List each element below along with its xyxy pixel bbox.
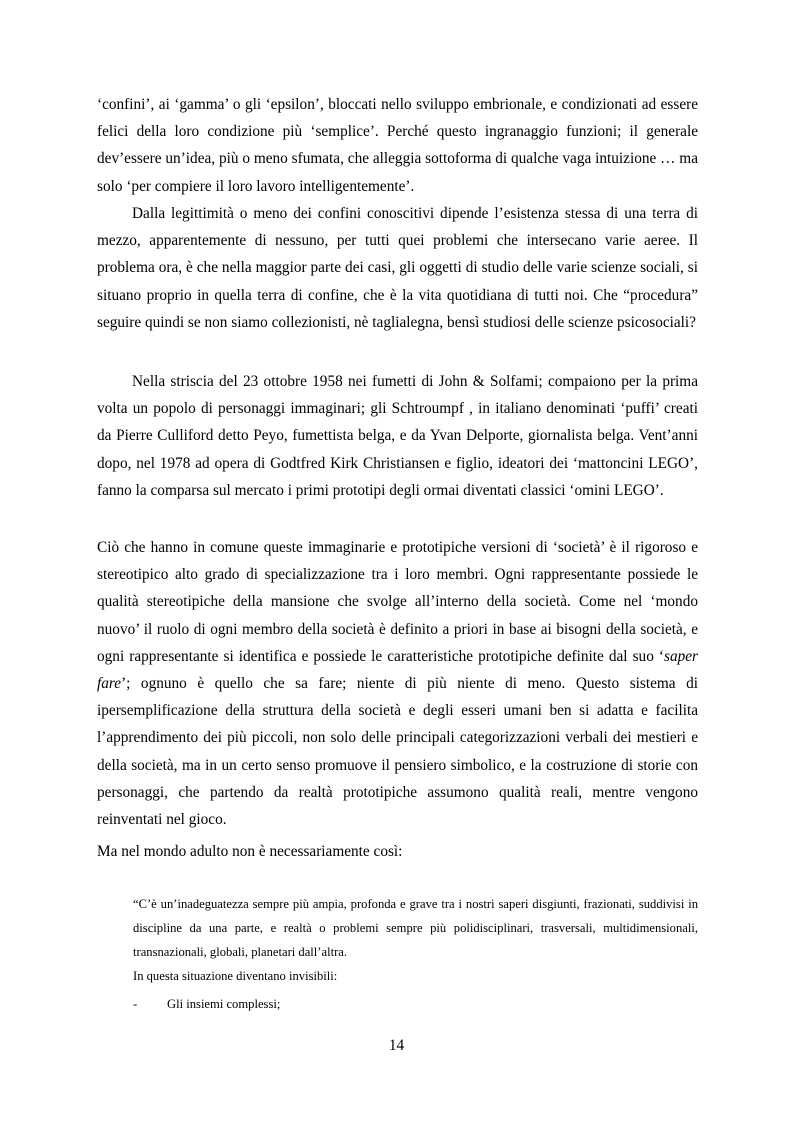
paragraph-4 — [97, 534, 698, 833]
list-item — [133, 992, 280, 1016]
block-quote-line: In questa situazione diventano invisibili: — [133, 969, 338, 983]
paragraph-4-text-b: ’; ognuno è quello che sa fare; niente di più niente di meno. Questo sistema di ipersemplificazione della struttura della società e degli esseri umani ben si adatta e facilita l’apprendimento dei più piccoli, non solo delle principali categorizzazioni verbali dei mestieri e della società, ma in un certo senso promuove il pensiero simbolico, e la costruzione di storie con personaggi, che partendo da realtà prototipiche assumono qualità reali, mentre vengono reinventati nel gioco. — [97, 675, 698, 829]
list-item-text: Gli insiemi complessi; — [167, 997, 281, 1011]
block-quote: “C’è un’inadeguatezza sempre più ampia, profonda e grave tra i nostri saperi disgiunti, frazionati, suddivisi in discipline da una parte, e realtà o problemi sempre più polidisciplinari, trasversali, multidimensionali, transnazionali, globali, planetari dall’altra. — [133, 897, 698, 959]
paragraph-1: ‘confini’, ai ‘gamma’ o gli ‘epsilon’, bloccati nello sviluppo embrionale, e condizionati ad essere felici della loro condizione più ‘semplice’. Perché questo ingranaggio funzioni; il generale dev’essere un’idea, più o meno sfumata, che alleggia sottoforma di qualche vaga intuizione … ma solo ‘per compiere il loro lavoro intelligentemente’. — [97, 96, 698, 195]
paragraph-3: Nella striscia del 23 ottobre 1958 nei fumetti di John & Solfami; compaiono per la prima volta un popolo di personaggi immaginari; gli Schtroumpf , in italiano denominati ‘puffi’ creati da Pierre Culliford detto Peyo, fumettista belga, e da Yvan Delporte, giornalista belga. Vent’anni dopo, nel 1978 ad opera di Godtfred Kirk Christiansen e figlio, ideatori dei ‘mattoncini LEGO’, fanno la comparsa sul mercato i primi prototipi degli ormai diventati classici ‘omini LEGO’. — [97, 373, 698, 499]
list-marker: - — [133, 997, 138, 1011]
paragraph-5: Ma nel mondo adulto non è necessariamente così: — [97, 843, 403, 860]
page-number: 14 — [388, 1037, 405, 1054]
paragraph-4-text-a: Ciò che hanno in comune queste immaginarie e prototipiche versioni di ‘società’ è il rigoroso e stereotipico alto grado di specializzazione tra i loro membri. Ogni rappresentante possiede le qualità stereotipiche della mansione che svolge all’interno della società. Come nel ‘mondo nuovo’ il ruolo di ogni membro della società è definito a priori in base ai bisogni della società, e ogni rappresentante si identifica e possiede le caratteristiche prototipiche definite dal suo ‘ — [97, 539, 698, 665]
paragraph-4-italic: saper fare — [97, 647, 698, 693]
paragraph-2: Dalla legittimità o meno dei confini conoscitivi dipende l’esistenza stessa di una terra di mezzo, apparentemente di nessuno, per tutti quei problemi che intersecano varie aeree. Il problema ora, è che nella maggior parte dei casi, gli oggetti di studio delle varie scienze sociali, si situano proprio in quella terra di confine, che è la vita quotidiana di tutti noi. Che “procedura” seguire quindi se non siamo collezionisti, nè taglialegna, bensì studiosi delle scienze psicosociali? — [97, 205, 698, 331]
